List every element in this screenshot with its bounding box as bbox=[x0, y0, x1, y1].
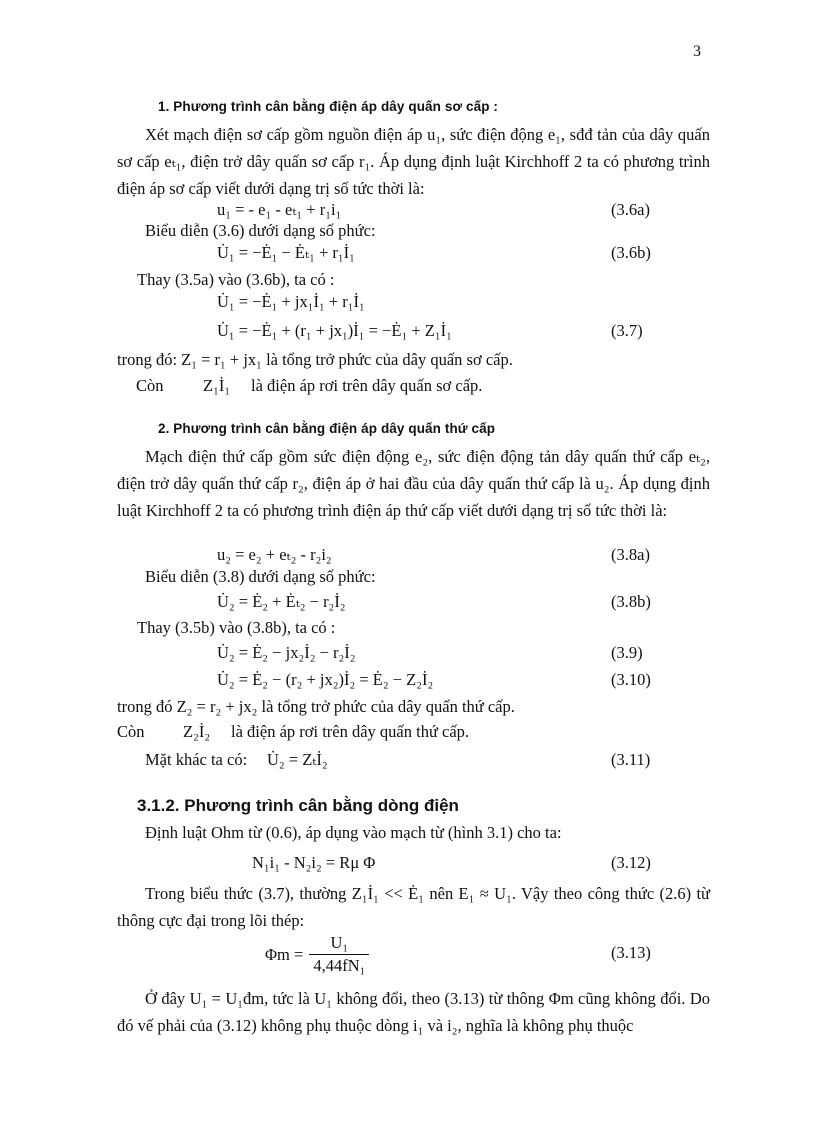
section1-con-rest: là điện áp rơi trên dây quấn sơ cấp. bbox=[251, 376, 483, 395]
eq-3-10: U̇₂ = Ė₂ − (r₂ + jx₂)İ₂ = Ė₂ − Z₂İ₂ bbox=[217, 670, 434, 689]
eq-3-8a-number: (3.8a) bbox=[611, 545, 650, 564]
eq-3-8b-number: (3.8b) bbox=[611, 592, 651, 611]
eq-3-7: U̇₁ = −Ė₁ + (r₁ + jx₁)İ₁ = −Ė₁ + Z₁İ₁ bbox=[217, 321, 452, 340]
section2-con-rest: là điện áp rơi trên dây quấn thứ cấp. bbox=[231, 722, 470, 741]
eq-3-6a-number: (3.6a) bbox=[611, 200, 650, 219]
eq-3-10-number: (3.10) bbox=[611, 670, 651, 689]
eq-3-13-denominator: 4,44fN₁ bbox=[313, 956, 366, 975]
eq-3-6b-number: (3.6b) bbox=[611, 243, 651, 262]
section3-para3: Ở đây U₁ = U₁đm, tức là U₁ không đổi, theo (3.13) từ thông Φm cũng không đổi. Do đó vế phải của (3.12) không phụ thuộc dòng i₁ và i₂, nghĩa là không phụ thuộc bbox=[117, 989, 710, 1035]
section1-complex-text: Biểu diễn (3.6) dưới dạng số phức: bbox=[145, 221, 376, 240]
eq-3-13-number: (3.13) bbox=[611, 943, 651, 962]
section1-con-label: Còn bbox=[136, 376, 164, 395]
section1-where-text: trong đó: Z₁ = r₁ + jx₁ là tổng trở phức của dây quấn sơ cấp. bbox=[117, 350, 513, 369]
section2-subst-text: Thay (3.5b) vào (3.8b), ta có : bbox=[137, 618, 336, 637]
eq-3-13-fraction bbox=[309, 933, 369, 976]
eq-3-13 bbox=[265, 933, 369, 976]
section2-con-label: Còn bbox=[117, 722, 145, 741]
section2-where-text: trong đó Z₂ = r₂ + jx₂ là tổng trở phức của dây quấn thứ cấp. bbox=[117, 697, 515, 716]
eq-3-13-numerator: U₁ bbox=[309, 933, 369, 955]
section3-heading: 3.1.2. Phương trình cân bằng dòng điện bbox=[137, 796, 459, 815]
section2-heading: 2. Phương trình cân bằng điện áp dây quấn thứ cấp bbox=[158, 421, 496, 436]
eq-3-8b: U̇₂ = Ė₂ + Ėₜ₂ − r₂İ₂ bbox=[217, 592, 346, 611]
section2-con-expr: Z₂İ₂ bbox=[183, 722, 211, 741]
section3-para1: Định luật Ohm từ (0.6), áp dụng vào mạch từ (hình 3.1) cho ta: bbox=[145, 823, 562, 842]
eq-3-12-number: (3.12) bbox=[611, 853, 651, 872]
section3-para2: Trong biểu thức (3.7), thường Z₁İ₁ << Ė₁ nên E₁ ≈ U₁. Vậy theo công thức (2.6) từ thông cực đại trong lõi thép: bbox=[117, 884, 710, 930]
section2-para1: Mạch điện thứ cấp gồm sức điện động e₂, sức điện động tản dây quấn thứ cấp eₜ₂, điện trở dây quấn thứ cấp r₂, điện áp ở hai đầu của dây quấn thứ cấp là u₂. Áp dụng định luật Kirchhoff 2 ta có phương trình điện áp thứ cấp viết dưới dạng trị số tức thời là: bbox=[117, 447, 710, 520]
eq-3-11-number: (3.11) bbox=[611, 750, 651, 769]
section2-other-text: Mặt khác ta có: bbox=[145, 750, 248, 769]
page-number: 3 bbox=[693, 43, 701, 60]
section1-con-expr: Z₁İ₁ bbox=[203, 376, 231, 395]
eq-3-11: U̇₂ = Zₜİ₂ bbox=[267, 750, 328, 769]
eq-3-9-number: (3.9) bbox=[611, 643, 643, 662]
section1-para1: Xét mạch điện sơ cấp gồm nguồn điện áp u₁, sức điện động e₁, sđđ tản của dây quấn sơ cấp eₜ₁, điện trở dây quấn sơ cấp r₁. Áp dụng định luật Kirchhoff 2 ta có phương trình điện áp sơ cấp viết dưới dạng trị số tức thời là: bbox=[117, 125, 710, 198]
eq-3-6a: u₁ = - e₁ - eₜ₁ + r₁i₁ bbox=[217, 200, 342, 219]
section1-heading: 1. Phương trình cân bằng điện áp dây quấn sơ cấp : bbox=[158, 99, 499, 114]
eq-3-8a: u₂ = e₂ + eₜ₂ - r₂i₂ bbox=[217, 545, 332, 564]
eq-3-12: N₁i₁ - N₂i₂ = Rμ Φ bbox=[252, 853, 376, 872]
section1-subst-text: Thay (3.5a) vào (3.6b), ta có : bbox=[137, 270, 335, 289]
eq-3-9: U̇₂ = Ė₂ − jx₂İ₂ − r₂İ₂ bbox=[217, 643, 356, 662]
eq-3-6c: U̇₁ = −Ė₁ + jx₁İ₁ + r₁İ₁ bbox=[217, 292, 365, 311]
section2-complex-text: Biểu diễn (3.8) dưới dạng số phức: bbox=[145, 567, 376, 586]
eq-3-13-lhs: Φm = bbox=[265, 944, 304, 964]
eq-3-7-number: (3.7) bbox=[611, 321, 643, 340]
eq-3-6b: U̇₁ = −Ė₁ − Ėₜ₁ + r₁İ₁ bbox=[217, 243, 355, 262]
